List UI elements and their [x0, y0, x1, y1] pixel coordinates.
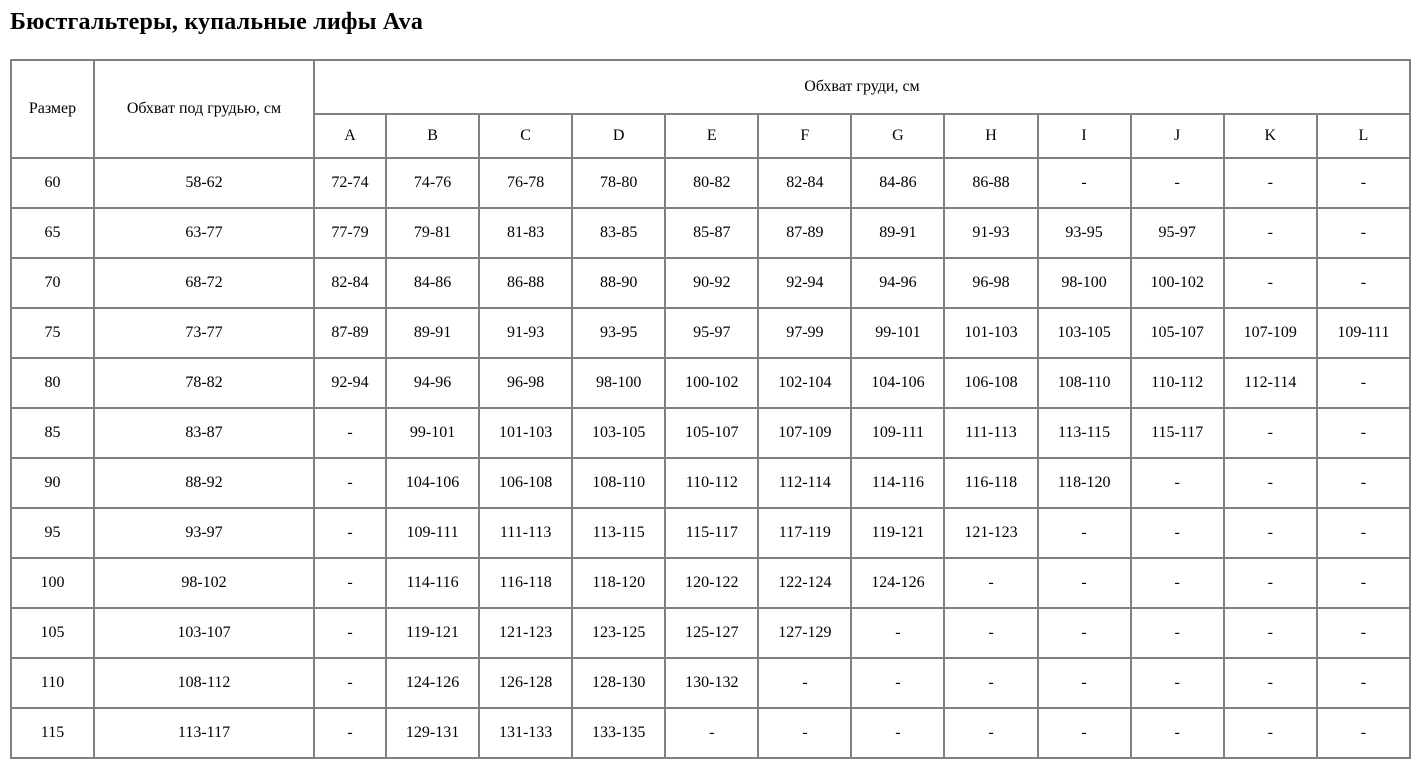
cup-value-cell: 109-111 [386, 508, 479, 558]
cup-value-cell: 100-102 [665, 358, 758, 408]
table-row [11, 408, 1410, 458]
cup-value-cell: 91-93 [479, 308, 572, 358]
cup-value-cell: 131-133 [479, 708, 572, 758]
cup-value-cell: 99-101 [386, 408, 479, 458]
cup-value-cell: 108-110 [1038, 358, 1131, 408]
cup-value-cell: 92-94 [314, 358, 386, 408]
cup-value-cell: 118-120 [572, 558, 665, 608]
cup-value-cell: 106-108 [944, 358, 1037, 408]
cup-value-cell: 86-88 [479, 258, 572, 308]
cup-column-header: A [314, 114, 386, 158]
cup-column-header: C [479, 114, 572, 158]
cup-column-header: F [758, 114, 851, 158]
size-cell: 110 [11, 658, 94, 708]
cup-value-cell: 104-106 [386, 458, 479, 508]
cup-value-cell: 93-95 [572, 308, 665, 358]
cup-value-cell: - [1038, 708, 1131, 758]
cup-value-cell: 111-113 [479, 508, 572, 558]
header-row-top [11, 60, 1410, 114]
cup-value-cell: 83-85 [572, 208, 665, 258]
cup-value-cell: 119-121 [386, 608, 479, 658]
cup-column-header: B [386, 114, 479, 158]
cup-value-cell: 82-84 [314, 258, 386, 308]
underbust-cell: 108-112 [94, 658, 314, 708]
cup-column-header: J [1131, 114, 1224, 158]
cup-value-cell: - [1317, 708, 1410, 758]
cup-value-cell: 96-98 [944, 258, 1037, 308]
cup-value-cell: - [1317, 608, 1410, 658]
cup-value-cell: 84-86 [386, 258, 479, 308]
table-row [11, 458, 1410, 508]
cup-value-cell: - [1131, 558, 1224, 608]
size-cell: 65 [11, 208, 94, 258]
cup-value-cell: 122-124 [758, 558, 851, 608]
underbust-cell: 113-117 [94, 708, 314, 758]
size-cell: 95 [11, 508, 94, 558]
cup-value-cell: - [851, 658, 944, 708]
cup-value-cell: 94-96 [851, 258, 944, 308]
cup-value-cell: 102-104 [758, 358, 851, 408]
cup-value-cell: - [1131, 508, 1224, 558]
cup-value-cell: - [1224, 508, 1317, 558]
cup-value-cell: 98-100 [1038, 258, 1131, 308]
cup-value-cell: 114-116 [386, 558, 479, 608]
cup-value-cell: - [944, 558, 1037, 608]
cup-value-cell: 111-113 [944, 408, 1037, 458]
underbust-cell: 103-107 [94, 608, 314, 658]
cup-value-cell: 76-78 [479, 158, 572, 208]
cup-value-cell: 127-129 [758, 608, 851, 658]
cup-value-cell: - [944, 708, 1037, 758]
cup-value-cell: 79-81 [386, 208, 479, 258]
cup-column-header: K [1224, 114, 1317, 158]
cup-value-cell: 124-126 [851, 558, 944, 608]
cup-value-cell: - [758, 658, 851, 708]
cup-value-cell: - [1317, 508, 1410, 558]
size-cell: 75 [11, 308, 94, 358]
cup-value-cell: - [944, 608, 1037, 658]
cup-column-header: G [851, 114, 944, 158]
cup-value-cell: 87-89 [314, 308, 386, 358]
cup-column-header: I [1038, 114, 1131, 158]
cup-value-cell: - [1038, 558, 1131, 608]
bust-group-header: Обхват груди, см [314, 60, 1410, 114]
cup-value-cell: 123-125 [572, 608, 665, 658]
cup-value-cell: 78-80 [572, 158, 665, 208]
cup-value-cell: 110-112 [1131, 358, 1224, 408]
cup-value-cell: 91-93 [944, 208, 1037, 258]
cup-value-cell: - [314, 608, 386, 658]
cup-value-cell: 116-118 [479, 558, 572, 608]
cup-value-cell: 128-130 [572, 658, 665, 708]
cup-value-cell: - [1317, 658, 1410, 708]
underbust-cell: 58-62 [94, 158, 314, 208]
table-body [11, 158, 1410, 758]
cup-value-cell: - [758, 708, 851, 758]
cup-value-cell: 80-82 [665, 158, 758, 208]
cup-value-cell: - [1224, 258, 1317, 308]
cup-value-cell: 110-112 [665, 458, 758, 508]
cup-column-header: D [572, 114, 665, 158]
cup-value-cell: 101-103 [944, 308, 1037, 358]
cup-value-cell: 89-91 [386, 308, 479, 358]
cup-value-cell: 92-94 [758, 258, 851, 308]
cup-value-cell: - [1131, 458, 1224, 508]
table-row [11, 508, 1410, 558]
cup-value-cell: 93-95 [1038, 208, 1131, 258]
cup-column-header: H [944, 114, 1037, 158]
table-row [11, 308, 1410, 358]
cup-value-cell: - [314, 458, 386, 508]
cup-value-cell: - [1224, 208, 1317, 258]
table-row [11, 158, 1410, 208]
cup-value-cell: 82-84 [758, 158, 851, 208]
table-row [11, 658, 1410, 708]
cup-value-cell: - [1317, 458, 1410, 508]
cup-value-cell: 115-117 [665, 508, 758, 558]
cup-value-cell: 119-121 [851, 508, 944, 558]
cup-value-cell: 125-127 [665, 608, 758, 658]
cup-value-cell: - [1224, 458, 1317, 508]
cup-value-cell: 103-105 [572, 408, 665, 458]
underbust-cell: 83-87 [94, 408, 314, 458]
underbust-column-header: Обхват под грудью, см [94, 60, 314, 158]
cup-value-cell: 105-107 [1131, 308, 1224, 358]
cup-value-cell: 129-131 [386, 708, 479, 758]
cup-value-cell: 112-114 [758, 458, 851, 508]
cup-value-cell: 115-117 [1131, 408, 1224, 458]
size-cell: 80 [11, 358, 94, 408]
cup-value-cell: 95-97 [1131, 208, 1224, 258]
cup-value-cell: 88-90 [572, 258, 665, 308]
size-cell: 105 [11, 608, 94, 658]
size-cell: 115 [11, 708, 94, 758]
cup-value-cell: 86-88 [944, 158, 1037, 208]
cup-value-cell: - [1317, 408, 1410, 458]
cup-value-cell: 112-114 [1224, 358, 1317, 408]
cup-value-cell: - [1224, 158, 1317, 208]
cup-value-cell: 100-102 [1131, 258, 1224, 308]
cup-value-cell: - [314, 658, 386, 708]
cup-value-cell: 89-91 [851, 208, 944, 258]
cup-value-cell: 108-110 [572, 458, 665, 508]
cup-value-cell: 109-111 [851, 408, 944, 458]
underbust-cell: 98-102 [94, 558, 314, 608]
cup-value-cell: - [1038, 608, 1131, 658]
cup-column-header: L [1317, 114, 1410, 158]
cup-value-cell: - [1317, 358, 1410, 408]
table-row [11, 258, 1410, 308]
cup-value-cell: 113-115 [572, 508, 665, 558]
cup-value-cell: 101-103 [479, 408, 572, 458]
cup-value-cell: - [1038, 658, 1131, 708]
cup-value-cell: - [314, 558, 386, 608]
cup-value-cell: - [851, 708, 944, 758]
cup-value-cell: 99-101 [851, 308, 944, 358]
cup-value-cell: 124-126 [386, 658, 479, 708]
cup-value-cell: - [1131, 708, 1224, 758]
cup-value-cell: 90-92 [665, 258, 758, 308]
cup-value-cell: 98-100 [572, 358, 665, 408]
cup-value-cell: - [1224, 608, 1317, 658]
cup-value-cell: 105-107 [665, 408, 758, 458]
cup-value-cell: 106-108 [479, 458, 572, 508]
cup-value-cell: - [1224, 708, 1317, 758]
cup-value-cell: - [1224, 558, 1317, 608]
cup-value-cell: 126-128 [479, 658, 572, 708]
cup-value-cell: - [1224, 408, 1317, 458]
cup-value-cell: 84-86 [851, 158, 944, 208]
underbust-cell: 68-72 [94, 258, 314, 308]
cup-value-cell: - [1131, 608, 1224, 658]
cup-value-cell: 96-98 [479, 358, 572, 408]
underbust-cell: 63-77 [94, 208, 314, 258]
cup-value-cell: - [1224, 658, 1317, 708]
cup-value-cell: - [314, 708, 386, 758]
table-row [11, 208, 1410, 258]
cup-value-cell: 104-106 [851, 358, 944, 408]
cup-value-cell: 120-122 [665, 558, 758, 608]
cup-value-cell: 117-119 [758, 508, 851, 558]
table-row [11, 558, 1410, 608]
size-cell: 85 [11, 408, 94, 458]
cup-value-cell: 72-74 [314, 158, 386, 208]
cup-value-cell: 118-120 [1038, 458, 1131, 508]
cup-value-cell: - [851, 608, 944, 658]
cup-column-header: E [665, 114, 758, 158]
cup-value-cell: - [1038, 508, 1131, 558]
cup-value-cell: - [1317, 208, 1410, 258]
page-title: Бюстгальтеры, купальные лифы Ava [10, 9, 424, 35]
cup-value-cell: 121-123 [944, 508, 1037, 558]
cup-value-cell: 95-97 [665, 308, 758, 358]
underbust-cell: 93-97 [94, 508, 314, 558]
cup-value-cell: 109-111 [1317, 308, 1410, 358]
cup-value-cell: 103-105 [1038, 308, 1131, 358]
cup-value-cell: - [944, 658, 1037, 708]
cup-value-cell: 107-109 [1224, 308, 1317, 358]
size-chart-table [10, 59, 1411, 759]
cup-value-cell: - [1131, 158, 1224, 208]
underbust-cell: 78-82 [94, 358, 314, 408]
cup-value-cell: 77-79 [314, 208, 386, 258]
size-cell: 60 [11, 158, 94, 208]
cup-value-cell: 133-135 [572, 708, 665, 758]
size-cell: 100 [11, 558, 94, 608]
underbust-cell: 88-92 [94, 458, 314, 508]
cup-value-cell: - [1038, 158, 1131, 208]
cup-value-cell: 130-132 [665, 658, 758, 708]
cup-value-cell: 85-87 [665, 208, 758, 258]
table-row [11, 358, 1410, 408]
cup-value-cell: - [1317, 158, 1410, 208]
cup-value-cell: 81-83 [479, 208, 572, 258]
cup-value-cell: 107-109 [758, 408, 851, 458]
cup-value-cell: 116-118 [944, 458, 1037, 508]
cup-value-cell: - [1317, 258, 1410, 308]
cup-value-cell: 87-89 [758, 208, 851, 258]
cup-value-cell: - [314, 508, 386, 558]
table-header [11, 60, 1410, 158]
cup-value-cell: 113-115 [1038, 408, 1131, 458]
cup-value-cell: 74-76 [386, 158, 479, 208]
cup-value-cell: 114-116 [851, 458, 944, 508]
table-row [11, 708, 1410, 758]
cup-value-cell: - [314, 408, 386, 458]
underbust-cell: 73-77 [94, 308, 314, 358]
table-row [11, 608, 1410, 658]
cup-value-cell: - [1131, 658, 1224, 708]
cup-value-cell: 97-99 [758, 308, 851, 358]
size-cell: 70 [11, 258, 94, 308]
size-cell: 90 [11, 458, 94, 508]
cup-value-cell: 121-123 [479, 608, 572, 658]
cup-value-cell: - [665, 708, 758, 758]
size-column-header: Размер [11, 60, 94, 158]
cup-value-cell: - [1317, 558, 1410, 608]
cup-value-cell: 94-96 [386, 358, 479, 408]
